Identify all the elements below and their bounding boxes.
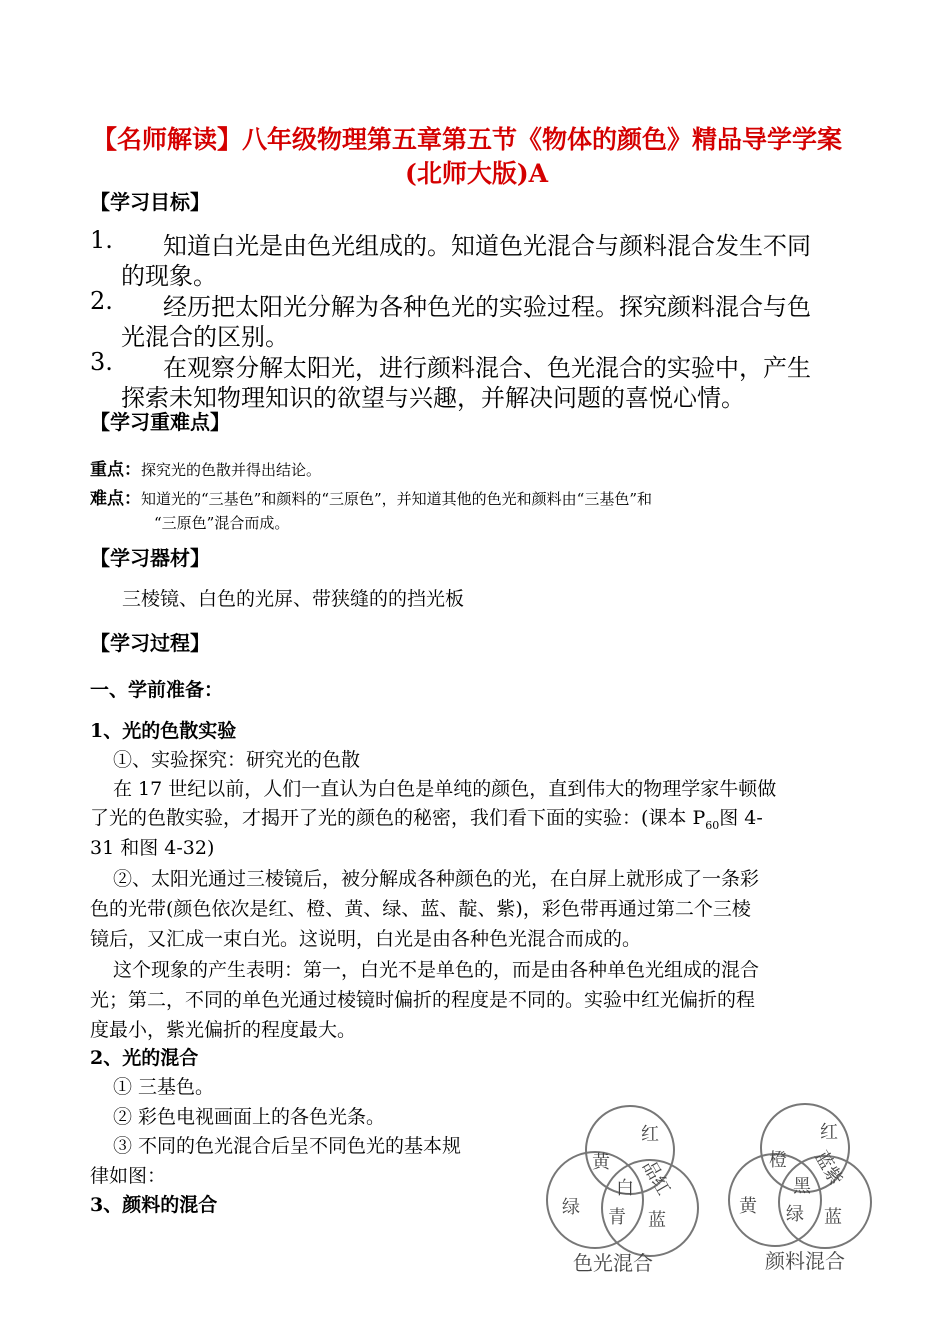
light-label-cyan: 青 [608,1207,626,1228]
objective-1-number: 1. [90,226,113,254]
objective-2-number: 2. [90,287,113,315]
materials-text: 三棱镜、白色的光屏、带狭缝的的挡光板 [122,588,465,610]
section-3-title: 3、颜料的混合 [90,1194,218,1216]
section-1-item-1: ①、实验探究：研究光的色散 [113,749,361,771]
difficult-point-line2: “三原色”混合而成。 [154,514,290,532]
pigment-label-yellow: 黄 [739,1196,757,1217]
pigment-label-green: 绿 [786,1204,804,1225]
materials-heading: 【学习器材】 [90,546,210,570]
objective-1-line1: 知道白光是由色光组成的。知道色光混合与颜料混合发生不同 [163,232,811,260]
difficult-point-line1: 知道光的“三基色”和颜料的“三原色”，并知道其他的色光和颜料由“三基色”和 [141,490,653,508]
paragraph-1-line3: 31 和图 4-32) [90,837,215,859]
light-label-blue: 蓝 [648,1210,666,1231]
paragraph-2-line1: 这个现象的产生表明：第一，白光不是单色的，而是由各种单色光组成的混合 [113,959,760,981]
pigment-label-red: 红 [820,1122,838,1143]
section-2-title: 2、光的混合 [90,1047,199,1069]
paragraph-1-line2-end: 图 4- [719,807,763,829]
objective-2-line2: 光混合的区别。 [121,323,289,351]
objectives-heading: 【学习目标】 [90,190,210,214]
paragraph-2-line2: 光；第二，不同的单色光通过棱镜时偏折的程度是不同的。实验中红光偏折的程 [90,989,756,1011]
section-2-item-1: ① 三基色。 [113,1076,215,1098]
section-1-title: 1、光的色散实验 [90,720,237,742]
section-1-item-2-line2: 色的光带(颜色依次是红、橙、黄、绿、蓝、靛、紫)，彩色带再通过第二个三棱 [90,898,751,920]
pigment-mixing-caption: 颜料混合 [765,1249,845,1273]
key-point-text: 探究光的色散并得出结论。 [141,461,322,479]
difficult-point-label: 难点： [90,489,141,509]
key-point-label: 重点： [90,460,141,480]
preparation-heading: 一、学前准备： [90,679,224,701]
section-2-item-2: ② 彩色电视画面上的各色光条。 [113,1106,386,1128]
key-points-heading: 【学习重难点】 [90,410,230,434]
section-1-item-2-line3: 镜后，又汇成一束白光。这说明，白光是由各种色光混合而成的。 [90,928,642,950]
light-label-magenta: 品红 [637,1157,675,1199]
objective-3-line1: 在观察分解太阳光，进行颜料混合、色光混合的实验中，产生 [163,354,811,382]
paragraph-1-line1: 在 17 世纪以前，人们一直认为白色是单纯的颜色，直到伟大的物理学家牛顿做 [113,778,777,800]
section-2-item-3-line1: ③ 不同的色光混合后呈不同色光的基本规 [113,1135,462,1157]
objective-2-line1: 经历把太阳光分解为各种色光的实验过程。探究颜料混合与色 [163,293,811,321]
objective-3-line2: 探索未知物理知识的欲望与兴趣，并解决问题的喜悦心情。 [121,384,745,412]
document-title-line2: (北师大版)A [405,159,549,188]
light-label-green: 绿 [562,1197,580,1218]
light-mixing-caption: 色光混合 [573,1251,653,1275]
paragraph-2-line3: 度最小，紫光偏折的程度最大。 [90,1019,357,1041]
paragraph-1-subscript: 60 [705,818,720,832]
pigment-label-black: 黑 [793,1176,811,1197]
paragraph-1-line2: 了光的色散实验，才揭开了光的颜色的秘密，我们看下面的实验：(课本 P [90,807,706,829]
pigment-mixing-diagram [725,1100,900,1280]
objective-1-line2: 的现象。 [121,262,217,290]
objective-3-number: 3. [90,348,113,376]
document-title-line1: 【名师解读】八年级物理第五章第五节《物体的颜色》精品导学学案 [92,125,843,154]
section-1-item-2-line1: ②、太阳光通过三棱镜后，被分解成各种颜色的光，在白屏上就形成了一条彩 [113,868,760,890]
light-label-yellow: 黄 [592,1152,610,1173]
section-2-item-3-line2: 律如图： [90,1165,167,1187]
pigment-label-blue: 蓝 [824,1207,842,1228]
process-heading: 【学习过程】 [90,631,210,655]
pigment-label-orange: 橙 [769,1150,787,1171]
pigment-label-purple: 蓝紫 [810,1147,847,1190]
light-label-white: 白 [616,1178,634,1199]
light-label-red: 红 [641,1124,659,1145]
light-mixing-diagram [540,1100,715,1280]
